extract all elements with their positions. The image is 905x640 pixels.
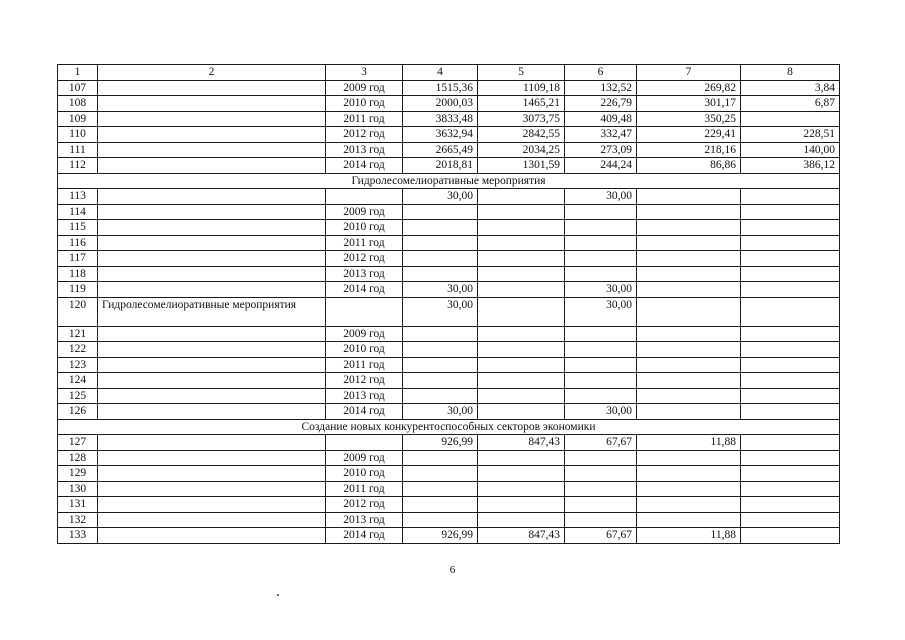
- table-cell: 11,88: [637, 435, 741, 451]
- table-cell: 2014 год: [326, 282, 403, 298]
- table-cell: [637, 342, 741, 358]
- table-cell: 2011 год: [326, 357, 403, 373]
- header-cell: 5: [478, 65, 565, 81]
- table-cell: 30,00: [565, 189, 637, 205]
- table-cell: [403, 481, 478, 497]
- table-cell: 111: [58, 142, 98, 158]
- table-row: [58, 266, 840, 282]
- table-cell: [565, 220, 637, 236]
- table-cell: [403, 251, 478, 267]
- table-cell: [478, 450, 565, 466]
- table-cell: 132: [58, 512, 98, 528]
- table-cell: [637, 357, 741, 373]
- table-cell: 113: [58, 189, 98, 205]
- table-cell: [478, 189, 565, 205]
- table-cell: [403, 450, 478, 466]
- table-cell: [565, 326, 637, 342]
- table-cell: 1301,59: [478, 158, 565, 174]
- table-cell: 2012 год: [326, 497, 403, 513]
- table-cell: [637, 282, 741, 298]
- table-cell: [637, 466, 741, 482]
- table-row: [58, 235, 840, 251]
- table-cell: 127: [58, 435, 98, 451]
- table-row: [58, 297, 840, 326]
- table-cell: 108: [58, 96, 98, 112]
- table-cell: [565, 204, 637, 220]
- table-cell: [403, 388, 478, 404]
- table-cell: 1515,36: [403, 80, 478, 96]
- table-cell: [98, 111, 326, 127]
- table-cell: [741, 435, 840, 451]
- table-cell: [478, 326, 565, 342]
- table-cell: [565, 357, 637, 373]
- table-cell: 3632,94: [403, 127, 478, 143]
- table-cell: [403, 266, 478, 282]
- table-cell: [98, 235, 326, 251]
- table-cell: [741, 466, 840, 482]
- table-cell: 2009 год: [326, 326, 403, 342]
- table-cell: 1465,21: [478, 96, 565, 112]
- table-cell: 2010 год: [326, 342, 403, 358]
- table-row: [58, 111, 840, 127]
- table-row: [58, 251, 840, 267]
- table-cell: [478, 220, 565, 236]
- table-cell: 119: [58, 282, 98, 298]
- table-cell: [98, 481, 326, 497]
- table-cell: [478, 266, 565, 282]
- table-cell: [741, 297, 840, 326]
- table-cell: [98, 158, 326, 174]
- table-cell: 2011 год: [326, 481, 403, 497]
- table-row: [58, 388, 840, 404]
- table-cell: 218,16: [637, 142, 741, 158]
- table-cell: [403, 512, 478, 528]
- table-cell: [98, 251, 326, 267]
- table-cell: 30,00: [565, 404, 637, 420]
- table-cell: 11,88: [637, 528, 741, 544]
- table-cell: [403, 357, 478, 373]
- table-row: [58, 158, 840, 174]
- table-row: [58, 497, 840, 513]
- section-title: Гидролесомелиоративные мероприятия: [58, 173, 840, 189]
- table-cell: [478, 235, 565, 251]
- table-cell: [98, 80, 326, 96]
- table-row: [58, 466, 840, 482]
- table-cell: [98, 528, 326, 544]
- table-cell: [741, 512, 840, 528]
- table-cell: [637, 388, 741, 404]
- table-cell: [565, 266, 637, 282]
- table-cell: 131: [58, 497, 98, 513]
- header-cell: 8: [741, 65, 840, 81]
- table-cell: [478, 388, 565, 404]
- table-cell: 30,00: [403, 404, 478, 420]
- table-row: [58, 189, 840, 205]
- table-cell: 30,00: [565, 297, 637, 326]
- table-cell: 2034,25: [478, 142, 565, 158]
- table-cell: [637, 266, 741, 282]
- table-cell: 2014 год: [326, 528, 403, 544]
- table-cell: Гидролесомелиоративные мероприятия: [98, 297, 326, 326]
- header-cell: 2: [98, 65, 326, 81]
- table-row: [58, 404, 840, 420]
- table-cell: 2842,55: [478, 127, 565, 143]
- table-cell: [98, 189, 326, 205]
- table-cell: 229,41: [637, 127, 741, 143]
- table-cell: 2012 год: [326, 251, 403, 267]
- table-cell: [741, 357, 840, 373]
- table-cell: 67,67: [565, 528, 637, 544]
- header-row: [58, 65, 840, 81]
- table-cell: 3833,48: [403, 111, 478, 127]
- table-cell: 2014 год: [326, 404, 403, 420]
- table-cell: 115: [58, 220, 98, 236]
- table-cell: [741, 528, 840, 544]
- table-cell: [478, 357, 565, 373]
- table-cell: [741, 282, 840, 298]
- table-cell: 386,12: [741, 158, 840, 174]
- table-cell: [741, 481, 840, 497]
- table-cell: [741, 220, 840, 236]
- table-row: [58, 326, 840, 342]
- table-cell: [741, 235, 840, 251]
- table-cell: 2012 год: [326, 373, 403, 389]
- table-cell: 269,82: [637, 80, 741, 96]
- table-cell: [478, 342, 565, 358]
- table-cell: 2013 год: [326, 266, 403, 282]
- table-cell: [741, 111, 840, 127]
- table-cell: [478, 251, 565, 267]
- table-cell: 67,67: [565, 435, 637, 451]
- table-cell: [98, 342, 326, 358]
- table-cell: 30,00: [403, 297, 478, 326]
- table-cell: 332,47: [565, 127, 637, 143]
- table-cell: [98, 204, 326, 220]
- table-cell: [741, 204, 840, 220]
- table-cell: [98, 220, 326, 236]
- table-cell: 126: [58, 404, 98, 420]
- table-cell: 129: [58, 466, 98, 482]
- table-cell: [98, 497, 326, 513]
- table-cell: [565, 251, 637, 267]
- table-row: [58, 435, 840, 451]
- table-cell: 2014 год: [326, 158, 403, 174]
- table-row: [58, 80, 840, 96]
- table-cell: [741, 373, 840, 389]
- table-cell: [98, 466, 326, 482]
- table-cell: 125: [58, 388, 98, 404]
- table-row: [58, 127, 840, 143]
- section-title: Создание новых конкурентоспособных секторов экономики: [58, 419, 840, 435]
- table-cell: 2010 год: [326, 96, 403, 112]
- table-row: [58, 481, 840, 497]
- table-cell: [98, 127, 326, 143]
- table-cell: [403, 373, 478, 389]
- header-cell: 7: [637, 65, 741, 81]
- table-cell: [637, 204, 741, 220]
- table-row: [58, 357, 840, 373]
- table-cell: 122: [58, 342, 98, 358]
- table-cell: [98, 388, 326, 404]
- table-cell: [98, 512, 326, 528]
- table-cell: 2000,03: [403, 96, 478, 112]
- table-cell: 228,51: [741, 127, 840, 143]
- table-cell: 123: [58, 357, 98, 373]
- table-cell: [478, 282, 565, 298]
- table-cell: 124: [58, 373, 98, 389]
- table-cell: [637, 450, 741, 466]
- table-cell: 2665,49: [403, 142, 478, 158]
- table-cell: 301,17: [637, 96, 741, 112]
- table-cell: 2011 год: [326, 111, 403, 127]
- table-cell: [565, 466, 637, 482]
- table-cell: 3,84: [741, 80, 840, 96]
- table-cell: [403, 497, 478, 513]
- table-cell: [565, 373, 637, 389]
- table-cell: [637, 404, 741, 420]
- table-cell: [637, 497, 741, 513]
- table-cell: [98, 266, 326, 282]
- table-cell: [741, 342, 840, 358]
- section-row: [58, 173, 840, 189]
- table-row: [58, 142, 840, 158]
- table-cell: [478, 204, 565, 220]
- table-cell: [637, 326, 741, 342]
- table-cell: 847,43: [478, 528, 565, 544]
- table-cell: [98, 373, 326, 389]
- table-cell: 116: [58, 235, 98, 251]
- table-cell: [403, 466, 478, 482]
- table-cell: [98, 282, 326, 298]
- table-cell: 926,99: [403, 435, 478, 451]
- table-cell: [478, 512, 565, 528]
- table-cell: 273,09: [565, 142, 637, 158]
- table-cell: [403, 220, 478, 236]
- table-cell: 30,00: [403, 189, 478, 205]
- table-cell: [403, 235, 478, 251]
- table-cell: 350,25: [637, 111, 741, 127]
- table-row: [58, 528, 840, 544]
- table-row: [58, 220, 840, 236]
- table-cell: 109: [58, 111, 98, 127]
- table-cell: [565, 342, 637, 358]
- table-cell: [478, 466, 565, 482]
- table-cell: 133: [58, 528, 98, 544]
- table-cell: [741, 497, 840, 513]
- table-row: [58, 282, 840, 298]
- table-cell: 132,52: [565, 80, 637, 96]
- table-cell: [741, 388, 840, 404]
- table-cell: [637, 512, 741, 528]
- table-cell: 2010 год: [326, 220, 403, 236]
- table-cell: [637, 220, 741, 236]
- table-cell: [741, 266, 840, 282]
- table-cell: [478, 404, 565, 420]
- table-cell: 118: [58, 266, 98, 282]
- table-cell: [741, 404, 840, 420]
- table-cell: [98, 357, 326, 373]
- table-cell: [565, 235, 637, 251]
- table-cell: [98, 450, 326, 466]
- table-cell: 110: [58, 127, 98, 143]
- table-row: [58, 96, 840, 112]
- table-cell: [478, 497, 565, 513]
- table-cell: [478, 297, 565, 326]
- table-cell: [741, 189, 840, 205]
- table-cell: 2009 год: [326, 80, 403, 96]
- table-cell: 2011 год: [326, 235, 403, 251]
- table-cell: 2012 год: [326, 127, 403, 143]
- table-cell: [565, 388, 637, 404]
- table-cell: 2010 год: [326, 466, 403, 482]
- table-cell: 1109,18: [478, 80, 565, 96]
- table-cell: [98, 142, 326, 158]
- table-cell: [403, 326, 478, 342]
- table-cell: 121: [58, 326, 98, 342]
- table-cell: 86,86: [637, 158, 741, 174]
- header-cell: 1: [58, 65, 98, 81]
- table-cell: [98, 326, 326, 342]
- table-row: [58, 204, 840, 220]
- table-cell: [637, 297, 741, 326]
- header-cell: 6: [565, 65, 637, 81]
- table-cell: 847,43: [478, 435, 565, 451]
- table-cell: 128: [58, 450, 98, 466]
- table-cell: 112: [58, 158, 98, 174]
- table-cell: 140,00: [741, 142, 840, 158]
- table-cell: [741, 326, 840, 342]
- table-cell: 30,00: [403, 282, 478, 298]
- table-row: [58, 512, 840, 528]
- table-cell: 2009 год: [326, 204, 403, 220]
- header-cell: 3: [326, 65, 403, 81]
- table-cell: 107: [58, 80, 98, 96]
- table-cell: [326, 189, 403, 205]
- table-cell: [98, 96, 326, 112]
- scan-speck: [277, 594, 279, 596]
- table-cell: 2013 год: [326, 142, 403, 158]
- table-body: [58, 65, 840, 544]
- table-cell: 130: [58, 481, 98, 497]
- page-number: 6: [449, 564, 456, 576]
- table-cell: 244,24: [565, 158, 637, 174]
- table-row: [58, 342, 840, 358]
- table-cell: [565, 512, 637, 528]
- table-cell: [565, 481, 637, 497]
- table-cell: [565, 450, 637, 466]
- table-row: [58, 450, 840, 466]
- table-cell: [326, 435, 403, 451]
- budget-table: [57, 64, 840, 544]
- table-cell: [403, 204, 478, 220]
- table-cell: [741, 450, 840, 466]
- table-cell: 926,99: [403, 528, 478, 544]
- table-cell: [741, 251, 840, 267]
- table-cell: 30,00: [565, 282, 637, 298]
- table-cell: [637, 373, 741, 389]
- header-cell: 4: [403, 65, 478, 81]
- table-cell: 114: [58, 204, 98, 220]
- table-cell: [565, 497, 637, 513]
- table-cell: 226,79: [565, 96, 637, 112]
- table-cell: [637, 251, 741, 267]
- table-cell: [98, 435, 326, 451]
- table-cell: 2013 год: [326, 388, 403, 404]
- table-cell: [98, 404, 326, 420]
- table-cell: [478, 481, 565, 497]
- table-cell: 3073,75: [478, 111, 565, 127]
- table-cell: 120: [58, 297, 98, 326]
- section-row: [58, 419, 840, 435]
- table-cell: [637, 235, 741, 251]
- table-cell: 2018,81: [403, 158, 478, 174]
- table-cell: [403, 342, 478, 358]
- table-cell: 2009 год: [326, 450, 403, 466]
- table-cell: [637, 481, 741, 497]
- table-cell: 117: [58, 251, 98, 267]
- table-row: [58, 373, 840, 389]
- table-cell: 6,87: [741, 96, 840, 112]
- table-cell: [637, 189, 741, 205]
- table-cell: 2013 год: [326, 512, 403, 528]
- table-cell: [478, 373, 565, 389]
- table-cell: 409,48: [565, 111, 637, 127]
- table-cell: [326, 297, 403, 326]
